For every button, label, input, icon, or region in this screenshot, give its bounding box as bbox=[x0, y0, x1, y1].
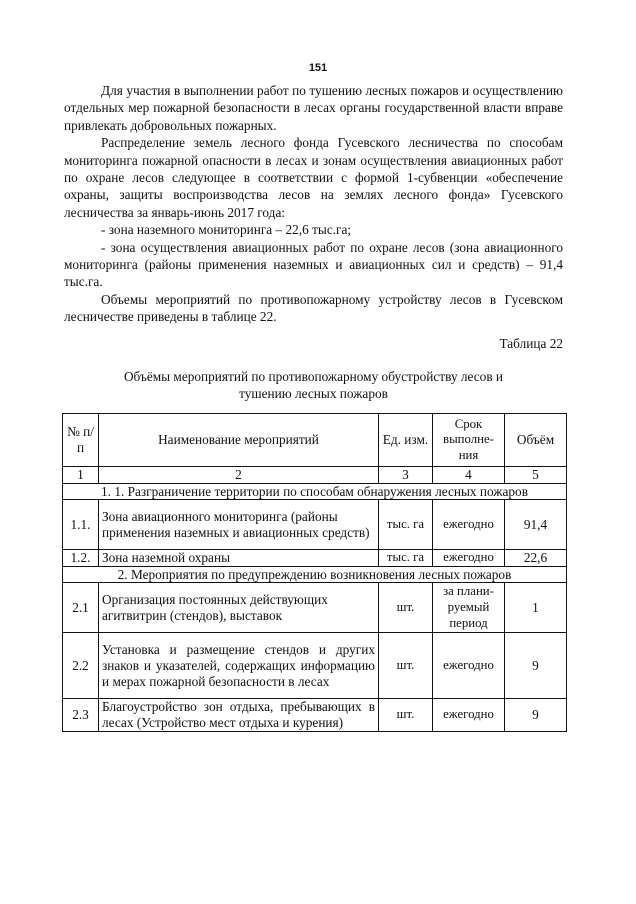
row-volume: 9 bbox=[505, 699, 567, 731]
row-volume: 22,6 bbox=[505, 550, 567, 567]
page-number: 151 bbox=[308, 62, 328, 74]
table-title-line-2: тушению лесных пожаров bbox=[239, 386, 388, 401]
list-item-aviation-zone: - зона осуществления авиационных работ по охране лесов (зона авиационного мониторинга (районы применения наземных и авиационных сил и средств) – 91,4 тыс.га. bbox=[64, 239, 563, 290]
row-number: 2.2 bbox=[63, 633, 99, 699]
row-number: 2.3 bbox=[63, 699, 99, 731]
section-row-2 bbox=[63, 566, 567, 583]
table-caption: Таблица 22 bbox=[499, 336, 563, 351]
table-title-line-1: Объёмы мероприятий по противопожарному обустройству лесов и bbox=[123, 369, 504, 384]
column-number-row bbox=[63, 467, 567, 484]
row-term: ежегодно bbox=[433, 550, 505, 567]
row-unit: шт. bbox=[379, 699, 433, 731]
header-term: Срок выполне-ния bbox=[433, 414, 505, 467]
row-volume: 1 bbox=[505, 583, 567, 633]
header-unit: Ед. изм. bbox=[379, 414, 433, 467]
table-row bbox=[63, 633, 567, 699]
table-row bbox=[63, 699, 567, 731]
table-title bbox=[64, 368, 563, 402]
table-row bbox=[63, 550, 567, 567]
measures-table bbox=[62, 413, 567, 732]
column-number-5: 5 bbox=[505, 467, 567, 484]
row-number: 1.2. bbox=[63, 550, 99, 567]
row-unit: шт. bbox=[379, 633, 433, 699]
row-name: Зона авиационного мониторинга (районы применения наземных и авиационных средств) bbox=[99, 500, 379, 550]
column-number-4: 4 bbox=[433, 467, 505, 484]
section-1-title: 1. 1. Разграничение территории по способам обнаружения лесных пожаров bbox=[63, 483, 567, 500]
row-term: за плани-руемый период bbox=[433, 583, 505, 633]
row-name: Благоустройство зон отдыха, пребывающих в лесах (Устройство мест отдыха и курения) bbox=[99, 699, 379, 731]
row-volume: 9 bbox=[505, 633, 567, 699]
row-number: 1.1. bbox=[63, 500, 99, 550]
list-item-ground-zone: - зона наземного мониторинга – 22,6 тыс.га; bbox=[101, 222, 352, 238]
table-row bbox=[63, 500, 567, 550]
row-number: 2.1 bbox=[63, 583, 99, 633]
table-header-row bbox=[63, 414, 567, 467]
row-term: ежегодно bbox=[433, 633, 505, 699]
row-name: Зона наземной охраны bbox=[99, 550, 379, 567]
column-number-2: 2 bbox=[99, 467, 379, 484]
paragraph-table-reference: Объемы мероприятий по противопожарному устройству лесов в Гусевском лесничестве приведены в таблице 22. bbox=[64, 291, 563, 325]
paragraph-volunteers: Для участия в выполнении работ по тушению лесных пожаров и осуществлению отдельных мер пожарной безопасности в лесах органы государственной власти вправе привлекать добровольных пожарных. bbox=[64, 83, 563, 133]
header-name: Наименование мероприятий bbox=[99, 414, 379, 467]
header-number: № п/п bbox=[63, 414, 99, 467]
row-unit: тыс. га bbox=[379, 550, 433, 567]
row-term: ежегодно bbox=[433, 500, 505, 550]
header-volume: Объём bbox=[505, 414, 567, 467]
row-unit: шт. bbox=[379, 583, 433, 633]
row-name: Установка и размещение стендов и других знаков и указателей, содержащих информацию и мерах пожарной безопасности в лесах bbox=[99, 633, 379, 699]
table-row bbox=[63, 583, 567, 633]
body-text bbox=[64, 82, 563, 326]
column-number-3: 3 bbox=[379, 467, 433, 484]
row-name: Организация постоянных действующих агитвитрин (стендов), выставок bbox=[99, 583, 379, 633]
paragraph-distribution: Распределение земель лесного фонда Гусевского лесничества по способам мониторинга пожарной опасности в лесах и зонам осуществления авиационных работ по охране лесов следующее в соответствии с формой 1-субвенции «обеспечение охраны, защиты воспроизводства лесов на землях лесного фонда» Гусевского лесничества за январь-июнь 2017 года: bbox=[64, 135, 563, 220]
row-term: ежегодно bbox=[433, 699, 505, 731]
row-volume: 91,4 bbox=[505, 500, 567, 550]
section-row-1 bbox=[63, 483, 567, 500]
section-2-title: 2. Мероприятия по предупреждению возникновения лесных пожаров bbox=[63, 566, 567, 583]
column-number-1: 1 bbox=[63, 467, 99, 484]
row-unit: тыс. га bbox=[379, 500, 433, 550]
